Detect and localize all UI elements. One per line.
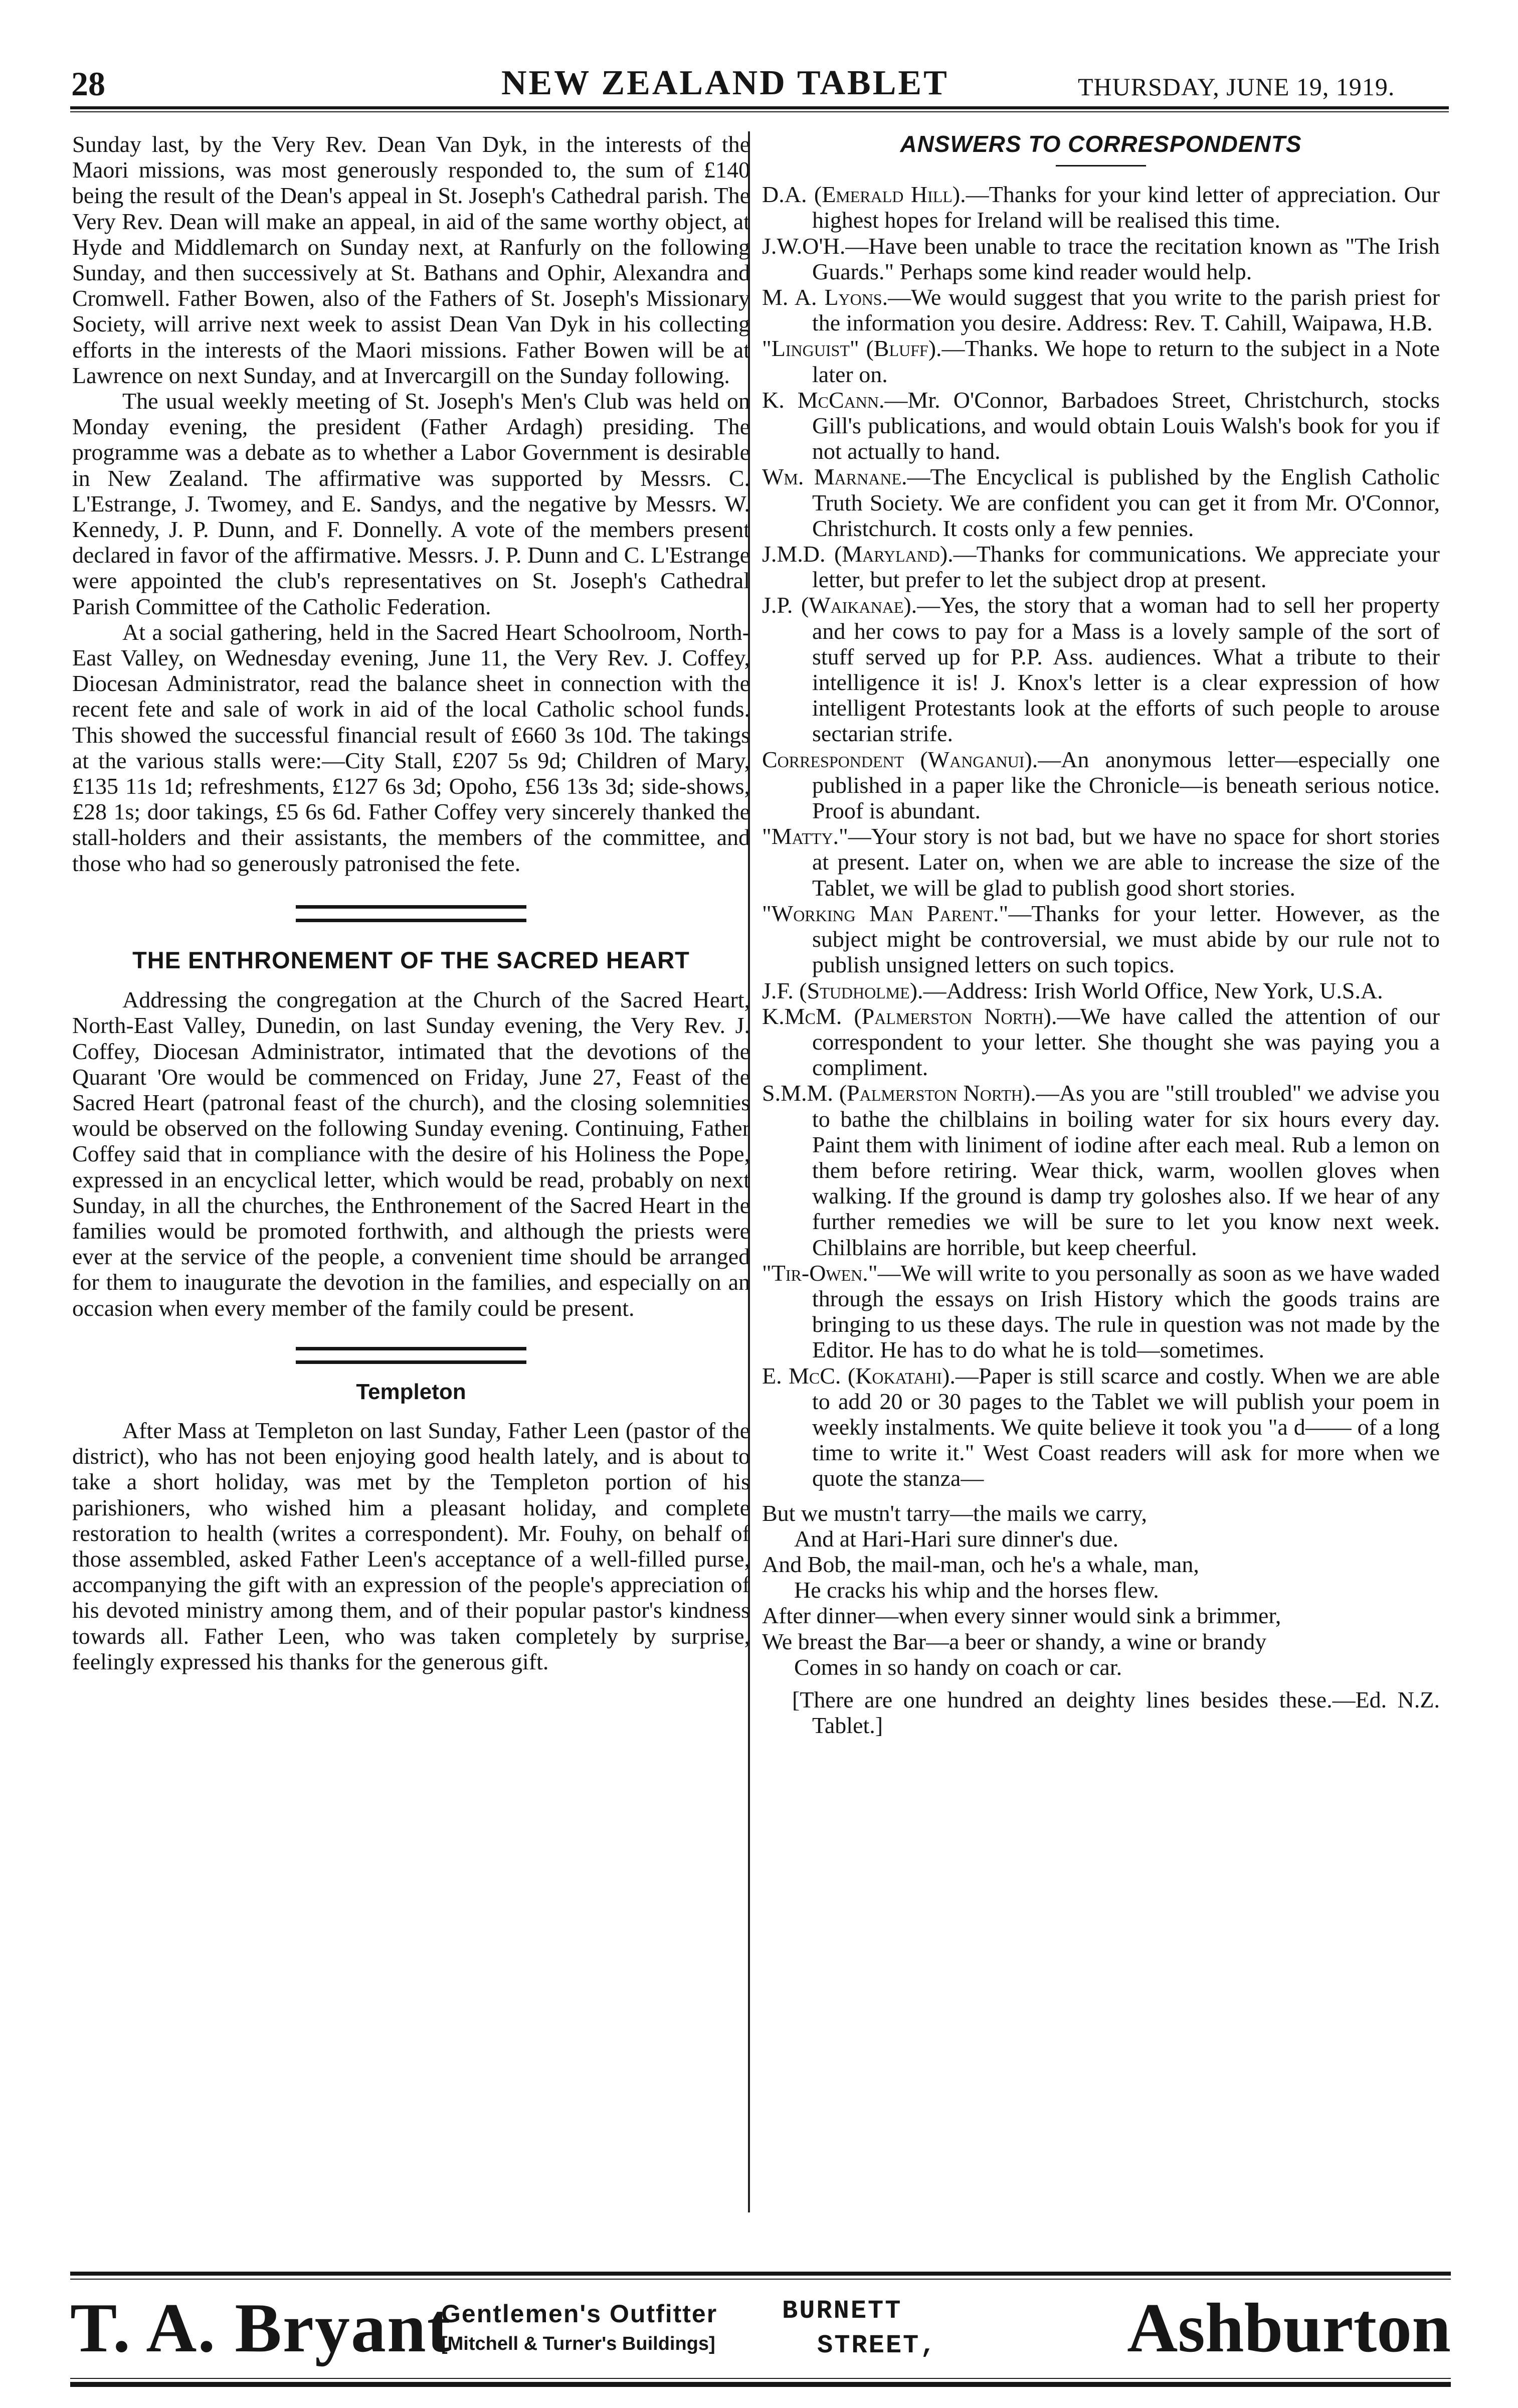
ad-rule-top-thin [70, 2279, 1451, 2280]
answer-text: —Thanks. We hope to return to the subject in a Note later on. [812, 335, 1440, 387]
answer-text: —Thanks for your kind letter of appreciation. Our highest hopes for Ireland will be realised this time. [812, 182, 1440, 233]
answer-entry [762, 233, 1440, 284]
answer-text: —Address: Irish World Office, New York, U.S.A. [923, 977, 1383, 1003]
poem-line: We breast the Bar—a beer or shandy, a wine or brandy [762, 1628, 1267, 1654]
street-line-1: BURNETT [782, 2296, 902, 2326]
advertisement [70, 2289, 1451, 2374]
answer-entry [762, 284, 1440, 335]
correspondent-name: J.M.D. (Maryland). [762, 541, 954, 567]
ad-rule-top [70, 2272, 1451, 2276]
publication-title: NEW ZEALAND TABLET [501, 64, 949, 102]
right-column [762, 131, 1440, 1738]
subsection-heading: Templeton [356, 1379, 466, 1404]
answer-text: —An anonymous letter—especially one published in a paper like the Chronicle—is beneath serious notice. Proof is abundant. [812, 746, 1440, 824]
header-rule-top [70, 106, 1449, 109]
correspondent-name: Correspondent (Wanganui). [762, 746, 1038, 772]
advertiser-trade [441, 2299, 717, 2355]
answer-text: —Thanks for your letter. However, as the subject might be controversial, we must abide by our rule not to publish unsigned letters on such topics. [812, 900, 1440, 978]
answers-list [762, 182, 1440, 1491]
answer-text: —Have been unable to trace the recitation known as "The Irish Guards." Perhaps some kind reader would help. [812, 233, 1440, 284]
correspondent-name: "Matty." [762, 823, 848, 849]
article-paragraph: Addressing the congregation at the Church of the Sacred Heart, North-East Valley, Dunedin, on last Sunday evening, the Very Rev. J. Coffey, Diocesan Administrator, intimated that the devotions of the Quarant 'Ore would be commenced on Friday, June 27, Feast of the Sacred Heart (patronal feast of the church), and the closing solemnities would be observed on the following Sunday evening. Continuing, Father Coffey said that in compliance with the desire of his Holiness the Pope, expressed in an encyclical letter, which would be read, probably on next Sunday, in all the churches, the Enthronement of the Sacred Heart in the families would be promoted forthwith, and although the priests were ever at the service of the people, a convenient time should be arranged for them to inaugurate the devotion in the families, and especially on an occasion when every member of the family could be present. [72, 987, 750, 1321]
answer-text: —Your story is not bad, but we have no space for short stories at present. Later on, when we are able to increase the size of the Tablet, we will be glad to publish good short stories. [812, 823, 1440, 901]
poem-line: But we mustn't tarry—the mails we carry, [762, 1500, 1147, 1526]
answer-entry [762, 335, 1440, 387]
advertiser-street [782, 2296, 937, 2360]
article-paragraph: Sunday last, by the Very Rev. Dean Van Dyk, in the interests of the Maori missions, was most generously responded to, the sum of £140 being the result of the Dean's appeal in St. Joseph's Cathedral parish. The Very Rev. Dean will make an appeal, in aid of the same worthy object, at Hyde and Middlemarch on Sunday next, at Ranfurly on the following Sunday, and then successively at St. Bathans and Ophir, Alexandra and Cromwell. Father Bowen, also of the Fathers of St. Joseph's Missionary Society, will arrive next week to assist Dean Van Dyk in his collecting efforts in the interests of the Maori missions. Father Bowen will be at Lawrence on next Sunday, and at Invercargill on the Sunday following. [72, 131, 750, 388]
correspondent-name: "Linguist" (Bluff). [762, 335, 942, 362]
answer-entry [762, 1363, 1440, 1491]
section-separator [296, 1347, 526, 1364]
answer-entry [762, 387, 1440, 464]
answer-entry [762, 747, 1440, 824]
correspondent-name: Wm. Marnane. [762, 464, 907, 490]
issue-date: THURSDAY, JUNE 19, 1919. [1078, 73, 1395, 101]
correspondent-name: D.A. (Emerald Hill). [762, 182, 966, 208]
article-paragraph: The usual weekly meeting of St. Joseph's Men's Club was held on Monday evening, the president (Father Ardagh) presiding. The programme was a debate as to whether a Labor Government is desirable in New Zealand. The affirmative was supported by Messrs. C. L'Estrange, J. Twomey, and E. Sandys, and the negative by Messrs. W. Kennedy, J. P. Dunn, and F. Donnelly. A vote of the members present declared in favor of the affirmative. Messrs. J. P. Dunn and C. L'Estrange were appointed the club's representatives on St. Joseph's Cathedral Parish Committee of the Catholic Federation. [72, 388, 750, 619]
correspondent-name: S.M.M. (Palmerston North). [762, 1080, 1036, 1106]
answer-entry [762, 1003, 1440, 1081]
advertiser-town: Ashburton [1127, 2289, 1451, 2367]
advertiser-name: T. A. Bryant [70, 2289, 452, 2367]
trade-line: Gentlemen's Outfitter [441, 2300, 718, 2328]
heading-rule [1056, 165, 1146, 166]
answer-text: —The Encyclical is published by the English Catholic Truth Society. We are confident you can get it from Mr. O'Connor, Christchurch. It costs only a few pennies. [812, 464, 1440, 541]
correspondent-name: K.McM. (Palmerston North). [762, 1003, 1057, 1029]
answer-entry [762, 978, 1440, 1003]
header-rule-bottom [70, 111, 1449, 112]
street-line-2: STREET, [817, 2331, 937, 2360]
answer-entry [762, 464, 1440, 541]
page-number: 28 [71, 65, 105, 103]
answer-text: —We have called the attention of our correspondent to your letter. She thought she was paying you a compliment. [812, 1003, 1440, 1081]
answer-text: —Yes, the story that a woman had to sell her property and her cows to pay for a Mass is a lovely sample of the sort of stuff served up for P.P. Ass. audiences. What a tribute to their intelligence it is! J. Knox's letter is a clear expression of how intelligent Protestants look at the efforts of such people to arouse sectarian strife. [812, 592, 1440, 747]
ad-rule-bottom-thick [70, 2382, 1451, 2387]
section-separator [296, 905, 526, 922]
correspondent-name: "Working Man Parent." [762, 900, 1009, 926]
poem-line: And at Hari-Hari sure dinner's due. [794, 1525, 1118, 1552]
answer-text: —Mr. O'Connor, Barbadoes Street, Christchurch, stocks Gill's publications, and would obtain Louis Walsh's book for you if not actually to hand. [812, 387, 1440, 464]
answer-entry [762, 182, 1440, 233]
answer-entry [762, 1080, 1440, 1260]
section-heading: THE ENTHRONEMENT OF THE SACRED HEART [132, 946, 690, 973]
correspondent-name: "Tir-Owen." [762, 1260, 878, 1286]
answer-entry [762, 823, 1440, 901]
editor-note: [There are one hundred an deighty lines besides these.—Ed. N.Z. Tablet.] [792, 1686, 1440, 1739]
poem-line: And Bob, the mail-man, och he's a whale, man, [762, 1551, 1199, 1577]
answer-entry [762, 1260, 1440, 1363]
poem-line: Comes in so handy on coach or car. [794, 1654, 1122, 1680]
answer-entry [762, 541, 1440, 592]
correspondent-name: J.P. (Waikanae). [762, 592, 917, 618]
answer-text: —We would suggest that you write to the parish priest for the information you desire. Address: Rev. T. Cahill, Waipawa, H.B. [812, 284, 1440, 336]
article-paragraph: At a social gathering, held in the Sacred Heart Schoolroom, North-East Valley, on Wednesday evening, June 11, the Very Rev. J. Coffey, Diocesan Administrator, read the balance sheet in connection with the recent fete and sale of work in aid of the local Catholic school funds. This showed the successful financial result of £660 3s 10d. The takings at the various stalls were:—City Stall, £207 5s 9d; Children of Mary, £135 11s 1d; refreshments, £127 6s 3d; Opoho, £56 13s 3d; side-shows, £28 1s; door takings, £5 6s 6d. Father Coffey very sincerely thanked the stall-holders and their assistants, the members of the committee, and those who had so generously patronised the fete. [72, 619, 750, 876]
correspondent-name: M. A. Lyons. [762, 284, 888, 310]
poem-line: After dinner—when every sinner would sink a brimmer, [762, 1603, 1281, 1629]
building-line: [Mitchell & Turner's Buildings] [441, 2333, 715, 2354]
answer-entry [762, 592, 1440, 746]
answers-heading: ANSWERS TO CORRESPONDENTS [900, 131, 1302, 157]
answer-text: —We will write to you personally as soon as we have waded through the essays on Irish History which the goods trains are bringing to us these days. The rule in question was not made by the Editor. He has to do what he is told—sometimes. [812, 1260, 1440, 1363]
answer-text: —Paper is still scarce and costly. When we are able to add 20 or 30 pages to the Tablet we will publish your poem in weekly instalments. We quite believe it took you "a d—— of a long time to write it." West Coast readers will ask for more when we quote the stanza— [812, 1362, 1440, 1491]
left-column [72, 131, 750, 1674]
poem-line: He cracks his whip and the horses flew. [794, 1577, 1159, 1603]
ad-rule-bottom [70, 2378, 1451, 2379]
article-paragraph: After Mass at Templeton on last Sunday, Father Leen (pastor of the district), who has not been enjoying good health lately, and is about to take a short holiday, was met by the Templeton portion of his parishioners, who wished him a pleasant holiday, and complete restoration to health (writes a correspondent). Mr. Fouhy, on behalf of those assembled, asked Father Leen's acceptance of a well-filled purse, accompanying the gift with an expression of the people's appreciation of his devoted ministry among them, and of their popular pastor's kindness towards all. Father Leen, who was taken completely by surprise, feelingly expressed his thanks for the generous gift. [72, 1417, 750, 1674]
answer-text: —Thanks for communications. We appreciate your letter, but prefer to let the subject drop at present. [812, 541, 1440, 593]
answer-entry [762, 901, 1440, 978]
correspondent-name: J.F. (Studholme). [762, 977, 923, 1003]
answer-text: —As you are "still troubled" we advise you to bathe the chilblains in boiling water for six hours every day. Paint them with liniment of iodine after each meal. Rub a lemon on them before retiring. Wear thick, warm, woollen gloves when walking. If the ground is damp try goloshes also. If we hear of any further remedies we will be sure to let you know next week. Chilblains are horrible, but keep cheerful. [812, 1080, 1440, 1260]
quoted-poem [762, 1500, 1440, 1680]
correspondent-name: K. McCann. [762, 387, 885, 413]
correspondent-name: J.W.O'H. [762, 233, 846, 259]
correspondent-name: E. McC. (Kokatahi). [762, 1362, 956, 1389]
